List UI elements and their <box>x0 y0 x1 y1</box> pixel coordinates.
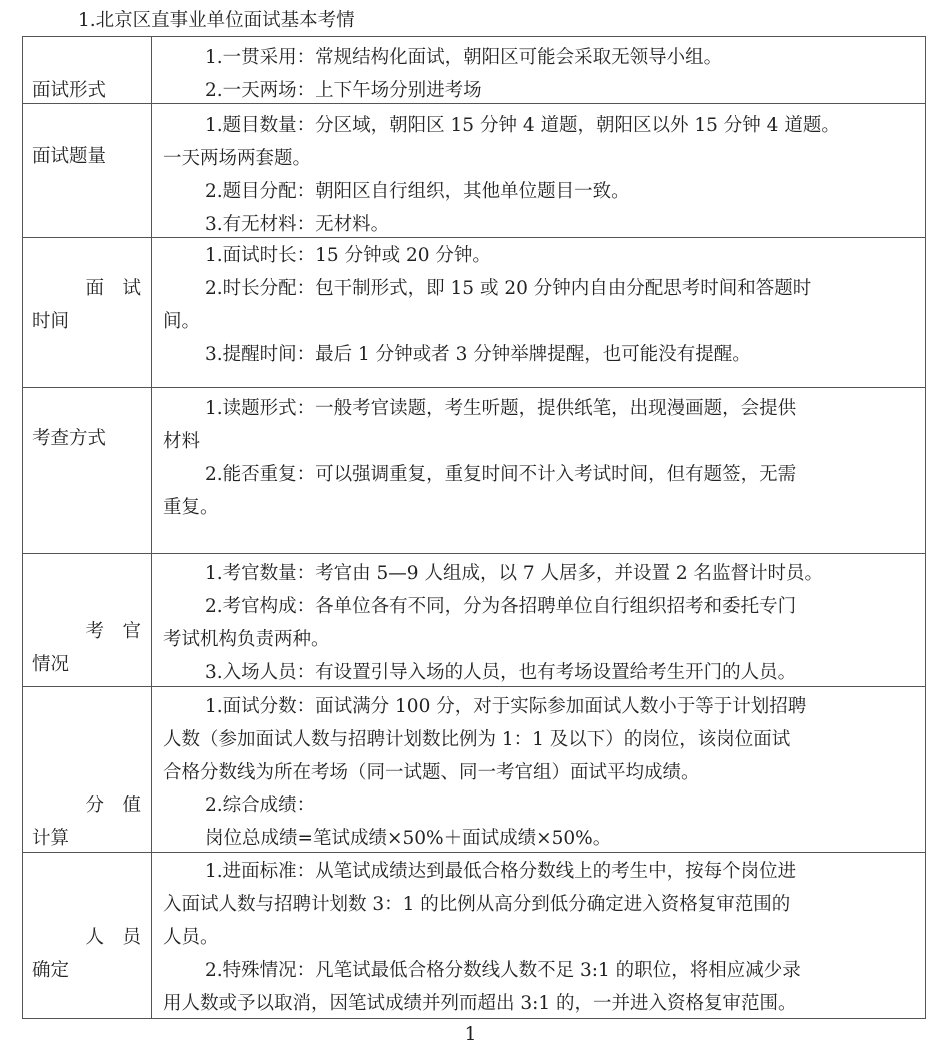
paragraph <box>163 690 921 789</box>
row-label-line: 确定 <box>32 960 70 981</box>
text-line: 3.入场人员：有设置引导入场的人员，也有考场设置给考生开门的人员。 <box>205 662 797 683</box>
paragraph <box>163 41 921 74</box>
paragraph <box>163 590 921 656</box>
paragraph <box>163 109 921 175</box>
table-row-examiner-info <box>23 554 925 687</box>
text-line: 2.能否重复：可以强调重复，重复时间不计入考试时间，但有题签，无需 <box>205 464 797 485</box>
paragraph <box>163 656 921 689</box>
row-label-line: 分 值 <box>85 795 141 816</box>
text-line: 2.题目分配：朝阳区自行组织，其他单位题目一致。 <box>205 181 630 202</box>
paragraph <box>163 239 921 272</box>
text-line: 用人数或予以取消，因笔试成绩并列而超出 3:1 的，一并进入资格复审范围。 <box>163 993 797 1014</box>
text-line: 材料 <box>163 431 201 452</box>
row-label <box>23 687 152 852</box>
text-line: 1.面试时长：15 分钟或 20 分钟。 <box>205 245 491 266</box>
table-row-score-calculation <box>23 687 925 853</box>
row-label <box>23 238 152 387</box>
table-row-question-count <box>23 104 925 238</box>
paragraph <box>163 822 921 855</box>
text-line: 1.题目数量：分区域，朝阳区 15 分钟 4 道题，朝阳区以外 15 分钟 4 道题。 <box>205 115 840 136</box>
text-line: 考试机构负责两种。 <box>163 629 330 650</box>
row-content <box>152 104 925 237</box>
row-content <box>152 388 925 553</box>
row-label-line: 计算 <box>32 828 70 849</box>
row-content <box>152 687 925 852</box>
exam-info-table <box>22 36 926 1019</box>
row-label <box>23 104 152 237</box>
text-line: 1.一贯采用：常规结构化面试，朝阳区可能会采取无领导小组。 <box>205 47 723 68</box>
row-content <box>152 238 925 387</box>
paragraph <box>163 175 921 208</box>
text-line: 1.读题形式：一般考官读题，考生听题，提供纸笔，出现漫画题，会提供 <box>205 398 797 419</box>
paragraph <box>163 272 921 338</box>
row-label-line: 面试形式 <box>32 80 107 101</box>
row-label-line: 时间 <box>32 311 70 332</box>
text-line: 入面试人数与招聘计划数 3：1 的比例从高分到低分确定进入资格复审范围的 <box>163 894 791 915</box>
text-line: 2.特殊情况：凡笔试最低合格分数线人数不足 3:1 的职位，将相应减少录 <box>205 960 801 981</box>
paragraph <box>163 392 921 458</box>
row-label-line: 人 员 <box>85 927 141 948</box>
text-line: 2.时长分配：包干制形式，即 15 或 20 分钟内自由分配思考时间和答题时 <box>205 278 812 299</box>
paragraph <box>163 954 921 1020</box>
text-line: 3.有无材料：无材料。 <box>205 214 390 235</box>
text-line: 一天两场两套题。 <box>163 148 312 169</box>
row-label-line: 面试题量 <box>32 146 107 167</box>
text-line: 重复。 <box>163 497 219 518</box>
section-title: 1.北京区直事业单位面试基本考情 <box>78 10 355 31</box>
paragraph <box>163 855 921 954</box>
table-row-interview-time <box>23 238 925 388</box>
row-label <box>23 853 152 1018</box>
table-row-interview-format <box>23 37 925 104</box>
row-label <box>23 388 152 553</box>
text-line: 人数（参加面试人数与招聘计划数比例为 1：1 及以下）的岗位，该岗位面试 <box>163 729 791 750</box>
row-label-line: 考查方式 <box>32 428 107 449</box>
text-line: 人员。 <box>163 927 219 948</box>
row-content <box>152 853 925 1018</box>
text-line: 2.一天两场：上下午场分别进考场 <box>205 80 482 101</box>
table-row-candidate-selection <box>23 853 925 1019</box>
row-label <box>23 554 152 686</box>
paragraph <box>163 208 921 241</box>
text-line: 2.综合成绩： <box>205 795 316 816</box>
text-line: 合格分数线为所在考场（同一试题、同一考官组）面试平均成绩。 <box>163 762 700 783</box>
text-line: 2.考官构成：各单位各有不同，分为各招聘单位自行组织招考和委托专门 <box>205 596 797 617</box>
text-line: 1.进面标准：从笔试成绩达到最低合格分数线上的考生中，按每个岗位进 <box>205 861 797 882</box>
table-row-assessment-method <box>23 388 925 554</box>
page-number: 1 <box>464 1024 477 1045</box>
paragraph <box>163 74 921 107</box>
row-label-line: 情况 <box>32 654 70 675</box>
paragraph <box>163 458 921 524</box>
row-label <box>23 37 152 103</box>
text-line: 岗位总成绩=笔试成绩×50%＋面试成绩×50%。 <box>205 828 612 849</box>
paragraph <box>163 557 921 590</box>
paragraph <box>163 789 921 822</box>
text-line: 1.面试分数：面试满分 100 分，对于实际参加面试人数小于等于计划招聘 <box>205 696 807 717</box>
row-content <box>152 554 925 686</box>
row-label-line: 考 官 <box>85 621 141 642</box>
row-content <box>152 37 925 103</box>
text-line: 1.考官数量：考官由 5—9 人组成，以 7 人居多，并设置 2 名监督计时员。 <box>205 563 824 584</box>
row-label-line: 面 试 <box>85 278 141 299</box>
text-line: 3.提醒时间：最后 1 分钟或者 3 分钟举牌提醒，也可能没有提醒。 <box>205 344 751 365</box>
paragraph <box>163 338 921 371</box>
text-line: 间。 <box>163 311 201 332</box>
